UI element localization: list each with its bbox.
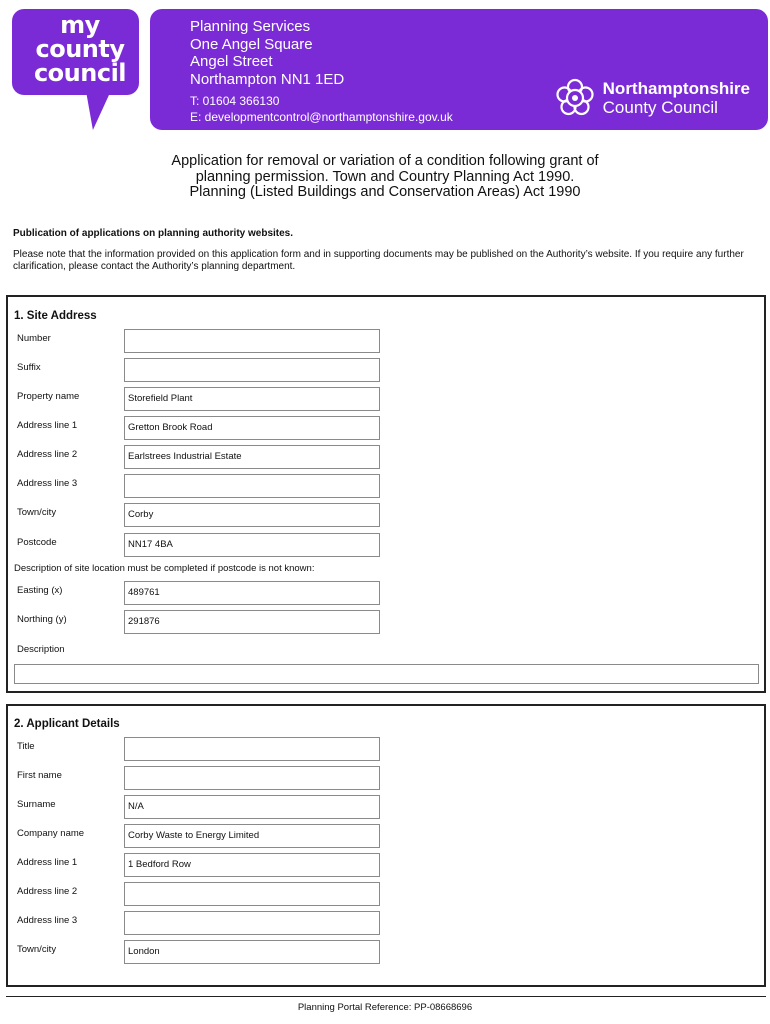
address-line-3-field[interactable] <box>124 474 380 498</box>
field-label: Title <box>17 741 35 752</box>
address-line-1-field[interactable]: Gretton Brook Road <box>124 416 380 440</box>
title-line: Planning (Listed Buildings and Conservation Areas) Act 1990 <box>189 184 581 200</box>
section-title: 1. Site Address <box>14 310 97 322</box>
field-label: Address line 1 <box>17 420 78 431</box>
field-label: Surname <box>17 799 56 810</box>
field-label: Postcode <box>17 537 57 548</box>
field-label: Address line 2 <box>17 886 78 897</box>
applicant-address-line-1-field[interactable]: 1 Bedford Row <box>124 853 380 877</box>
address-line: Planning Services <box>190 18 311 35</box>
section-title: 2. Applicant Details <box>14 718 120 730</box>
council-name-line: Northamptonshire <box>602 79 750 98</box>
surname-field[interactable]: N/A <box>124 795 380 819</box>
field-label: Easting (x) <box>17 585 63 596</box>
postcode-field[interactable]: NN17 4BA <box>124 533 380 557</box>
applicant-address-line-2-field[interactable] <box>124 882 380 906</box>
property-name-field[interactable]: Storefield Plant <box>124 387 380 411</box>
footer-divider <box>6 996 766 997</box>
publication-heading: Publication of applications on planning authority websites. <box>13 228 294 239</box>
applicant-address-line-3-field[interactable] <box>124 911 380 935</box>
field-label: Address line 3 <box>17 915 78 926</box>
logo-speech-tail <box>79 86 113 130</box>
logo-line: my <box>60 11 100 39</box>
form-title <box>0 154 770 201</box>
field-label: Town/city <box>17 944 57 955</box>
contact-details <box>190 94 453 125</box>
logo-line: council <box>33 59 127 87</box>
site-address-section <box>6 295 766 693</box>
first-name-field[interactable] <box>124 766 380 790</box>
field-label: Town/city <box>17 507 57 518</box>
easting-field[interactable]: 489761 <box>124 581 380 605</box>
phone-number: T: 01604 366130 <box>190 94 280 108</box>
northamptonshire-logo <box>553 76 750 120</box>
logo-text <box>28 13 132 85</box>
field-label: Suffix <box>17 362 41 373</box>
office-address <box>190 18 344 88</box>
field-label: Description <box>17 644 65 655</box>
portal-reference: Planning Portal Reference: PP-08668696 <box>297 1002 473 1013</box>
council-name <box>603 79 750 117</box>
location-note: Description of site location must be completed if postcode is not known: <box>14 563 315 574</box>
field-label: Address line 2 <box>17 449 78 460</box>
field-label: Address line 1 <box>17 857 78 868</box>
company-name-field[interactable]: Corby Waste to Energy Limited <box>124 824 380 848</box>
description-field[interactable] <box>14 664 759 684</box>
applicant-details-section <box>6 704 766 987</box>
header-banner <box>150 9 768 130</box>
field-label: Property name <box>17 391 80 402</box>
publication-notice: Please note that the information provided on this application form and in supporting documents may be published on the Authority’s website. If you require any further clarification, please contact the Authority’s planning department. <box>13 249 744 272</box>
logo-line: county <box>35 35 125 63</box>
address-line: One Angel Square <box>190 35 313 53</box>
field-label: Northing (y) <box>17 614 67 625</box>
applicant-town-city-field[interactable]: London <box>124 940 380 964</box>
number-field[interactable] <box>124 329 380 353</box>
title-line: Application for removal or variation of a condition following grant of <box>171 153 599 169</box>
council-name-line: County Council <box>602 98 718 117</box>
field-label: First name <box>17 770 62 781</box>
town-city-field[interactable]: Corby <box>124 503 380 527</box>
northing-field[interactable]: 291876 <box>124 610 380 634</box>
suffix-field[interactable] <box>124 358 380 382</box>
address-line: Northampton NN1 1ED <box>190 70 345 88</box>
email-address: E: developmentcontrol@northamptonshire.gov.uk <box>190 109 453 124</box>
address-line: Angel Street <box>190 53 273 70</box>
rose-emblem-icon <box>553 76 597 120</box>
field-label: Company name <box>17 828 85 839</box>
title-field[interactable] <box>124 737 380 761</box>
field-label: Address line 3 <box>17 478 78 489</box>
title-line: planning permission. Town and Country Planning Act 1990. <box>195 168 575 185</box>
field-label: Number <box>17 333 51 344</box>
address-line-2-field[interactable]: Earlstrees Industrial Estate <box>124 445 380 469</box>
